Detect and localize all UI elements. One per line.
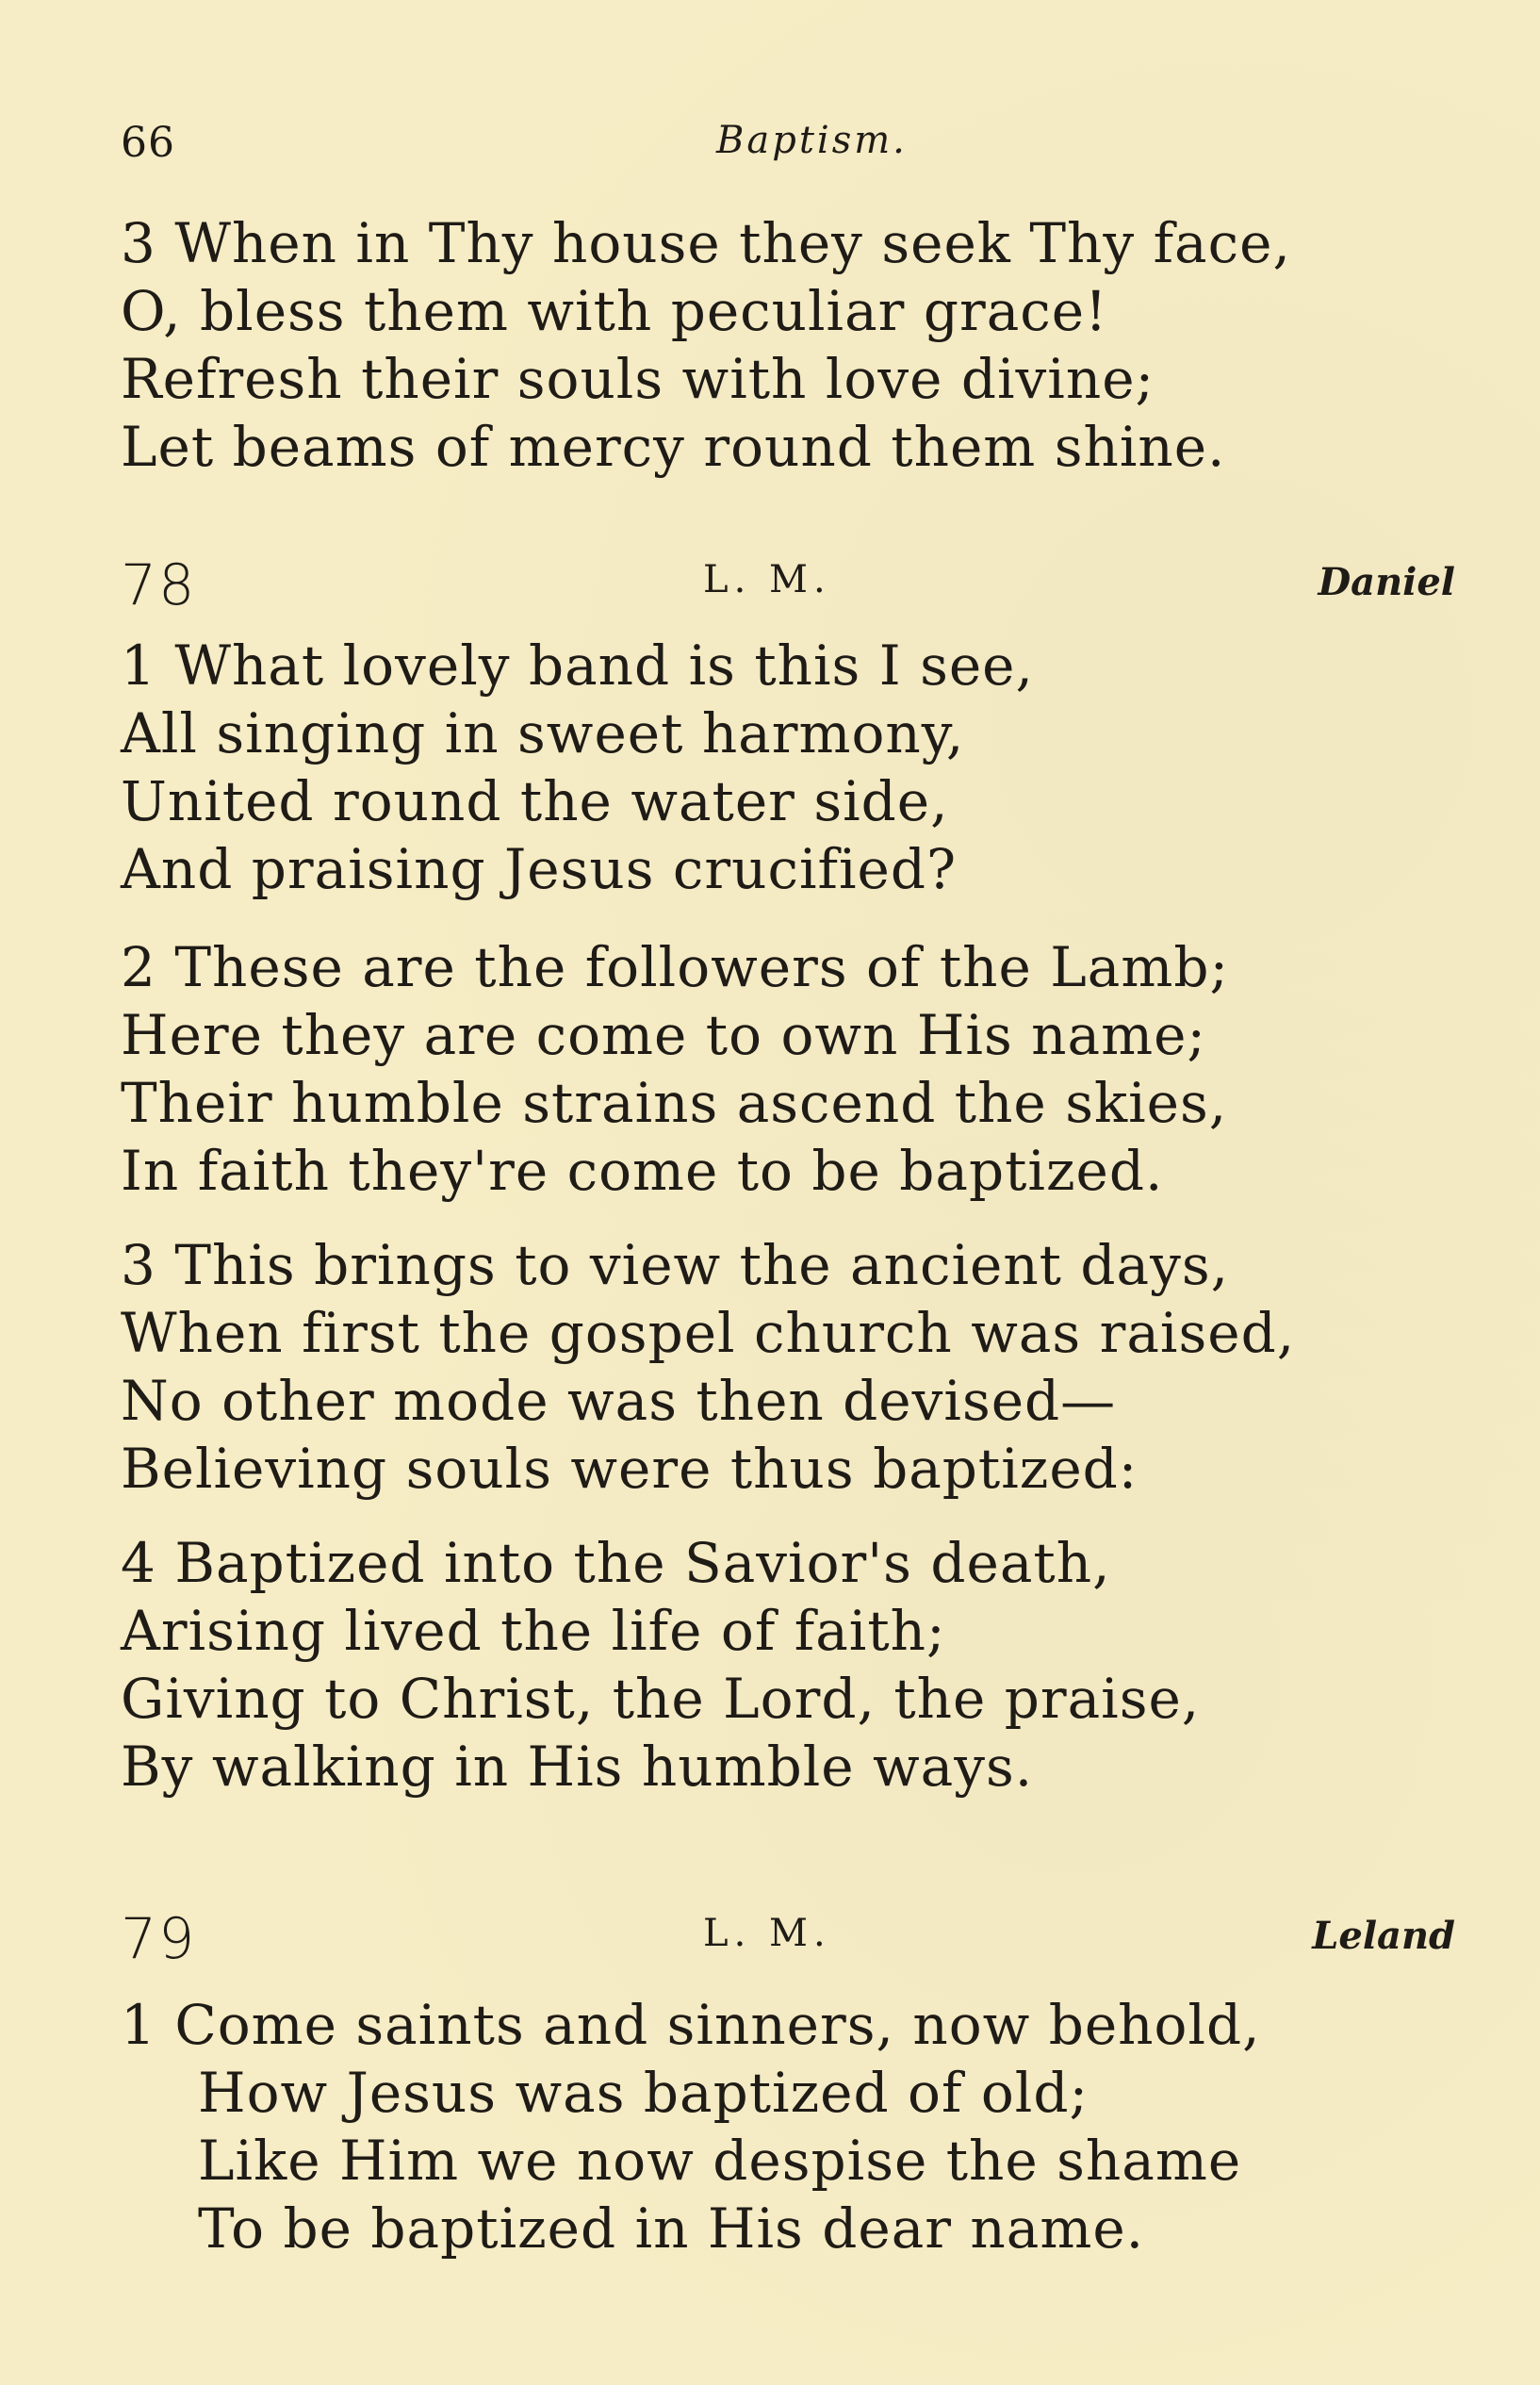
hymn-tune: Leland	[1312, 1914, 1455, 1958]
hymn-78-header	[121, 552, 1455, 618]
stanza-line: How Jesus was baptized of old;	[198, 2061, 1089, 2125]
stanza-line: Believing souls were thus baptized:	[121, 1437, 1139, 1501]
stanza-line: O, bless them with peculiar grace!	[121, 279, 1108, 343]
stanza-line: 1 What lovely band is this I see,	[121, 633, 1034, 698]
hymn-meter: L. M.	[703, 558, 831, 601]
hymn-78-stanza-3	[121, 1231, 1459, 1503]
stanza-line: Like Him we now despise the shame	[198, 2129, 1242, 2193]
stanza-line: In faith they're come to be baptized.	[121, 1139, 1164, 1203]
stanza-line: 2 These are the followers of the Lamb;	[121, 935, 1230, 999]
stanza-line: Refresh their souls with love divine;	[121, 347, 1155, 411]
hymn-number: 79	[121, 1906, 197, 1972]
hymn-78-stanza-1	[121, 632, 1459, 903]
hymn-79-stanza-1	[121, 1991, 1459, 2262]
stanza-line: No other mode was then devised—	[121, 1369, 1117, 1433]
hymn-79-header	[121, 1906, 1455, 1972]
carryover-stanza	[121, 209, 1459, 481]
stanza-line: By walking in His humble ways.	[121, 1735, 1034, 1799]
stanza-line: 3 When in Thy house they seek Thy face,	[121, 211, 1291, 275]
stanza-line: Arising lived the life of faith;	[121, 1599, 946, 1663]
hymn-number: 78	[121, 552, 197, 618]
stanza-line: All singing in sweet harmony,	[121, 701, 965, 765]
page-title: Baptism.	[716, 119, 908, 162]
stanza-line: Let beams of mercy round them shine.	[121, 415, 1226, 479]
stanza-line: Giving to Christ, the Lord, the praise,	[121, 1667, 1201, 1731]
stanza-line: To be baptized in His dear name.	[198, 2196, 1145, 2261]
hymn-78-stanza-2	[121, 933, 1459, 1205]
page-number: 66	[121, 119, 175, 167]
stanza-line: 1 Come saints and sinners, now behold,	[121, 1993, 1261, 2057]
stanza-line: United round the water side,	[121, 769, 949, 833]
stanza-line: 3 This brings to view the ancient days,	[121, 1233, 1230, 1297]
hymn-tune: Daniel	[1318, 560, 1455, 604]
stanza-line: 4 Baptized into the Savior's death,	[121, 1531, 1111, 1595]
stanza-line: And praising Jesus crucified?	[121, 837, 958, 901]
stanza-line: Here they are come to own His name;	[121, 1003, 1206, 1067]
hymn-meter: L. M.	[703, 1912, 831, 1955]
stanza-line: Their humble strains ascend the skies,	[121, 1071, 1228, 1135]
hymn-78-stanza-4	[121, 1529, 1459, 1801]
stanza-line: When first the gospel church was raised,	[121, 1301, 1296, 1365]
